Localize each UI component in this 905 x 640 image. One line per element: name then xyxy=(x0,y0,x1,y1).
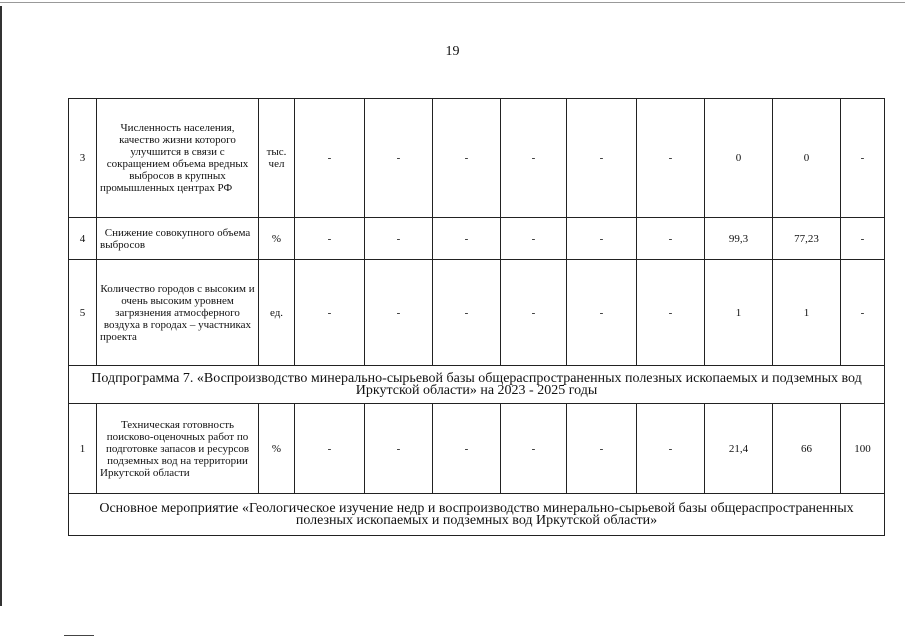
table-body xyxy=(69,99,885,536)
value-cell: - xyxy=(501,99,567,218)
unit-of-measure: ед. xyxy=(259,260,295,366)
value-cell: 99,3 xyxy=(705,218,773,260)
value-cell: 21,4 xyxy=(705,404,773,494)
value-cell: - xyxy=(295,99,365,218)
value-cell: - xyxy=(295,260,365,366)
indicator-name: Снижение совокупного объема выбросов xyxy=(97,218,259,260)
value-cell: - xyxy=(501,260,567,366)
main-event-heading-row xyxy=(69,494,885,536)
table-row xyxy=(69,260,885,366)
table-row xyxy=(69,218,885,260)
value-cell: - xyxy=(637,218,705,260)
value-cell: - xyxy=(841,260,885,366)
value-cell: - xyxy=(433,260,501,366)
row-number: 3 xyxy=(69,99,97,218)
table-row xyxy=(69,99,885,218)
row-number: 5 xyxy=(69,260,97,366)
value-cell: - xyxy=(567,218,637,260)
value-cell: - xyxy=(637,99,705,218)
subprogram-heading-row xyxy=(69,366,885,404)
value-cell: - xyxy=(433,404,501,494)
row-number: 1 xyxy=(69,404,97,494)
value-cell: - xyxy=(365,218,433,260)
value-cell: - xyxy=(433,218,501,260)
value-cell: 66 xyxy=(773,404,841,494)
value-cell: - xyxy=(567,404,637,494)
value-cell: - xyxy=(637,260,705,366)
value-cell: 1 xyxy=(705,260,773,366)
value-cell: - xyxy=(365,404,433,494)
indicator-name: Численность населения, качество жизни которого улучшится в связи с сокращением объема вредных выбросов в крупных промышленных центрах РФ xyxy=(97,99,259,218)
unit-of-measure: % xyxy=(259,404,295,494)
value-cell: 77,23 xyxy=(773,218,841,260)
table-row xyxy=(69,404,885,494)
indicator-name: Техническая готовность поисково-оценочных работ по подготовке запасов и ресурсов подземных вод на территории Иркутской области xyxy=(97,404,259,494)
indicator-name: Количество городов с высоким и очень высоким уровнем загрязнения атмосферного воздуха в городах – участниках проекта xyxy=(97,260,259,366)
subprogram-heading: Подпрограмма 7. «Воспроизводство минерально-сырьевой базы общераспространенных полезных ископаемых и подземных вод Иркутской области» на 2023 - 2025 годы xyxy=(69,366,885,404)
value-cell: - xyxy=(841,99,885,218)
value-cell: - xyxy=(433,99,501,218)
value-cell: - xyxy=(567,99,637,218)
bottom-edge-mark xyxy=(64,635,94,636)
value-cell: - xyxy=(295,218,365,260)
value-cell: - xyxy=(365,260,433,366)
page-number: 19 xyxy=(445,44,460,59)
value-cell: 100 xyxy=(841,404,885,494)
top-edge-line xyxy=(0,2,905,3)
value-cell: - xyxy=(567,260,637,366)
value-cell: 1 xyxy=(773,260,841,366)
value-cell: 0 xyxy=(773,99,841,218)
main-event-heading: Основное мероприятие «Геологическое изучение недр и воспроизводство минерально-сырьевой базы общераспространенных полезных ископаемых и подземных вод Иркутской области» xyxy=(69,494,885,536)
indicators-table xyxy=(68,98,885,536)
value-cell: - xyxy=(637,404,705,494)
value-cell: 0 xyxy=(705,99,773,218)
value-cell: - xyxy=(501,404,567,494)
row-number: 4 xyxy=(69,218,97,260)
left-margin-line xyxy=(0,6,2,606)
value-cell: - xyxy=(841,218,885,260)
value-cell: - xyxy=(365,99,433,218)
value-cell: - xyxy=(295,404,365,494)
unit-of-measure: тыс. чел xyxy=(259,99,295,218)
unit-of-measure: % xyxy=(259,218,295,260)
value-cell: - xyxy=(501,218,567,260)
